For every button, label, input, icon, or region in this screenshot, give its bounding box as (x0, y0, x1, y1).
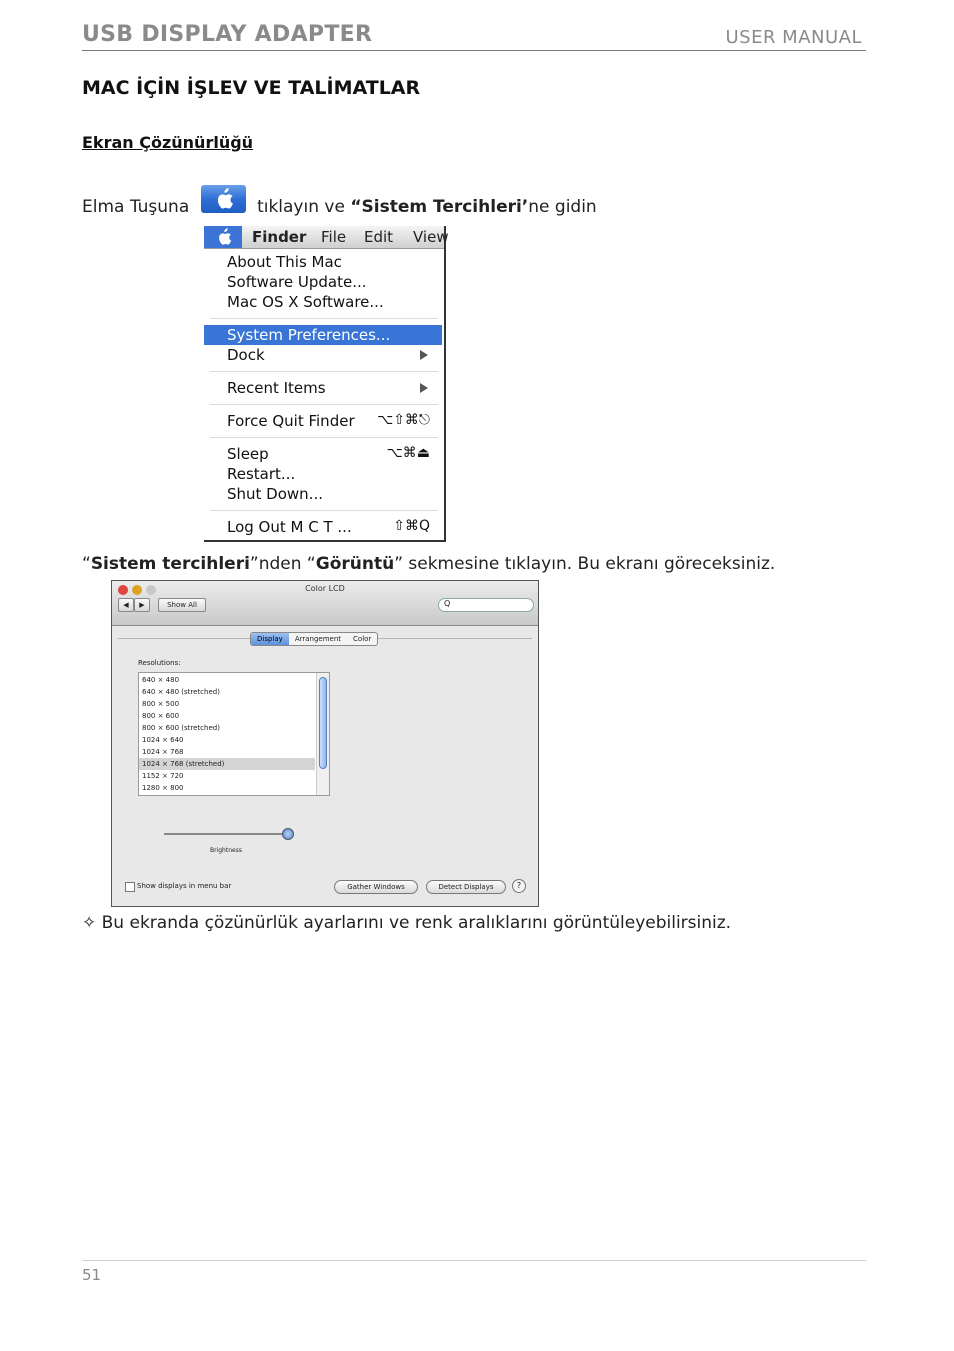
list-scrollbar[interactable] (316, 673, 329, 795)
menubar-view[interactable]: View (413, 228, 449, 246)
page-header (82, 20, 866, 51)
step2-bold2: Görüntü (315, 554, 395, 574)
menu-item-label: Mac OS X Software... (227, 293, 384, 311)
show-all-button[interactable]: Show All (158, 598, 206, 612)
window-title: Color LCD (305, 584, 345, 593)
menu-item-sleep[interactable] (204, 444, 442, 464)
scrollbar-thumb[interactable] (319, 677, 327, 769)
show-displays-checkbox[interactable] (125, 882, 135, 892)
step2-bold1: Sistem tercihleri (90, 554, 250, 574)
display-prefs-window (111, 580, 539, 907)
list-item[interactable]: 1280 × 800 (142, 784, 184, 792)
tab-arrangement[interactable]: Arrangement (294, 635, 342, 643)
tab-color[interactable]: Color (353, 635, 372, 643)
header-manual-label: USER MANUAL (725, 27, 862, 48)
search-input[interactable] (438, 598, 534, 612)
menu-item-restart[interactable] (204, 464, 442, 484)
menu-item-label: Sleep (227, 445, 269, 463)
menu-separator (210, 371, 438, 372)
page-number: 51 (82, 1266, 102, 1284)
list-item[interactable]: 800 × 600 (stretched) (142, 724, 220, 732)
menu-item-shut-down[interactable] (204, 484, 442, 504)
step2-text (82, 554, 775, 574)
prefs-tabs (250, 632, 378, 646)
apple-menu-screenshot (204, 226, 449, 542)
brightness-slider-knob[interactable] (282, 828, 294, 840)
menubar-file[interactable]: File (321, 228, 347, 246)
gather-windows-button[interactable]: Gather Windows (334, 880, 418, 894)
menu-bar (204, 226, 449, 249)
menu-item-about[interactable] (204, 252, 442, 272)
note-text: ✧ Bu ekranda çözünürlük ayarlarını ve renk aralıklarını görüntüleyebilirsiniz. (82, 913, 732, 933)
menu-separator (210, 510, 438, 511)
resolutions-list[interactable] (138, 672, 330, 796)
footer-divider (82, 1260, 866, 1261)
apple-menu-icon[interactable] (204, 226, 242, 248)
search-placeholder: Q (444, 599, 451, 608)
step1-mid: tıklayın ve (257, 197, 351, 217)
menu-item-label: Shut Down... (227, 485, 323, 503)
step2-mid: ”nden “ (249, 554, 316, 574)
menu-item-log-out[interactable] (204, 517, 442, 537)
apple-key-icon (201, 185, 246, 213)
menu-item-label: Software Update... (227, 273, 367, 291)
menu-item-dock[interactable] (204, 345, 442, 365)
subsection-title: Ekran Çözünürlüğü (82, 133, 254, 152)
resolutions-label: Resolutions: (138, 659, 181, 667)
brightness-slider[interactable] (164, 833, 288, 835)
step1-pre: Elma Tuşuna (82, 197, 190, 217)
menu-item-label: Restart... (227, 465, 296, 483)
menu-shortcut: ⌥⌘⏏ (386, 445, 430, 461)
menu-shortcut: ⇧⌘Q (393, 518, 430, 534)
menu-shortcut: ⌥⇧⌘⎋ (377, 412, 430, 428)
menu-item-label: Dock (227, 346, 265, 364)
menu-item-label: Log Out M C T ... (227, 518, 352, 536)
menu-item-force-quit[interactable] (204, 411, 442, 431)
list-item[interactable]: 640 × 480 (142, 676, 180, 684)
list-item[interactable]: 1024 × 640 (142, 736, 184, 744)
step2-quote: “ (82, 554, 91, 574)
header-title: USB DISPLAY ADAPTER (82, 22, 373, 47)
list-item-selected[interactable]: 1024 × 768 (stretched) (139, 758, 315, 770)
step1-post: ne gidin (528, 197, 597, 217)
section-title: MAC İÇİN İŞLEV VE TALİMATLAR (82, 77, 421, 99)
back-icon[interactable]: ◀ (118, 598, 134, 612)
step2-post: ” sekmesine tıklayın. Bu ekranı göreceksiniz. (394, 554, 776, 574)
submenu-arrow-icon (420, 350, 428, 360)
menu-item-label: System Preferences... (227, 326, 391, 344)
step1-text (82, 193, 597, 221)
menu-item-label: Recent Items (227, 379, 326, 397)
list-item[interactable]: 640 × 480 (stretched) (142, 688, 220, 696)
menu-item-system-preferences[interactable] (204, 325, 442, 345)
menu-item-label: About This Mac (227, 253, 342, 271)
menu-separator (210, 404, 438, 405)
menu-item-recent-items[interactable] (204, 378, 442, 398)
menubar-edit[interactable]: Edit (364, 228, 394, 246)
help-button[interactable]: ? (512, 879, 526, 893)
list-item[interactable]: 800 × 500 (142, 700, 180, 708)
menu-item-software-update[interactable] (204, 272, 442, 292)
menu-separator (210, 318, 438, 319)
step1-bold: “Sistem Tercihleri’ (350, 197, 529, 217)
forward-icon[interactable]: ▶ (134, 598, 150, 612)
submenu-arrow-icon (420, 383, 428, 393)
list-item[interactable]: 800 × 600 (142, 712, 180, 720)
show-displays-label: Show displays in menu bar (137, 882, 232, 890)
brightness-label: Brightness (210, 847, 242, 854)
list-item[interactable]: 1152 × 720 (142, 772, 184, 780)
menu-item-label: Force Quit Finder (227, 412, 355, 430)
menu-item-mac-os-software[interactable] (204, 292, 442, 312)
menu-separator (210, 437, 438, 438)
tab-display[interactable]: Display (251, 633, 289, 645)
menubar-finder[interactable]: Finder (252, 228, 307, 246)
detect-displays-button[interactable]: Detect Displays (426, 880, 506, 894)
list-item[interactable]: 1024 × 768 (142, 748, 184, 756)
window-titlebar (112, 581, 538, 626)
